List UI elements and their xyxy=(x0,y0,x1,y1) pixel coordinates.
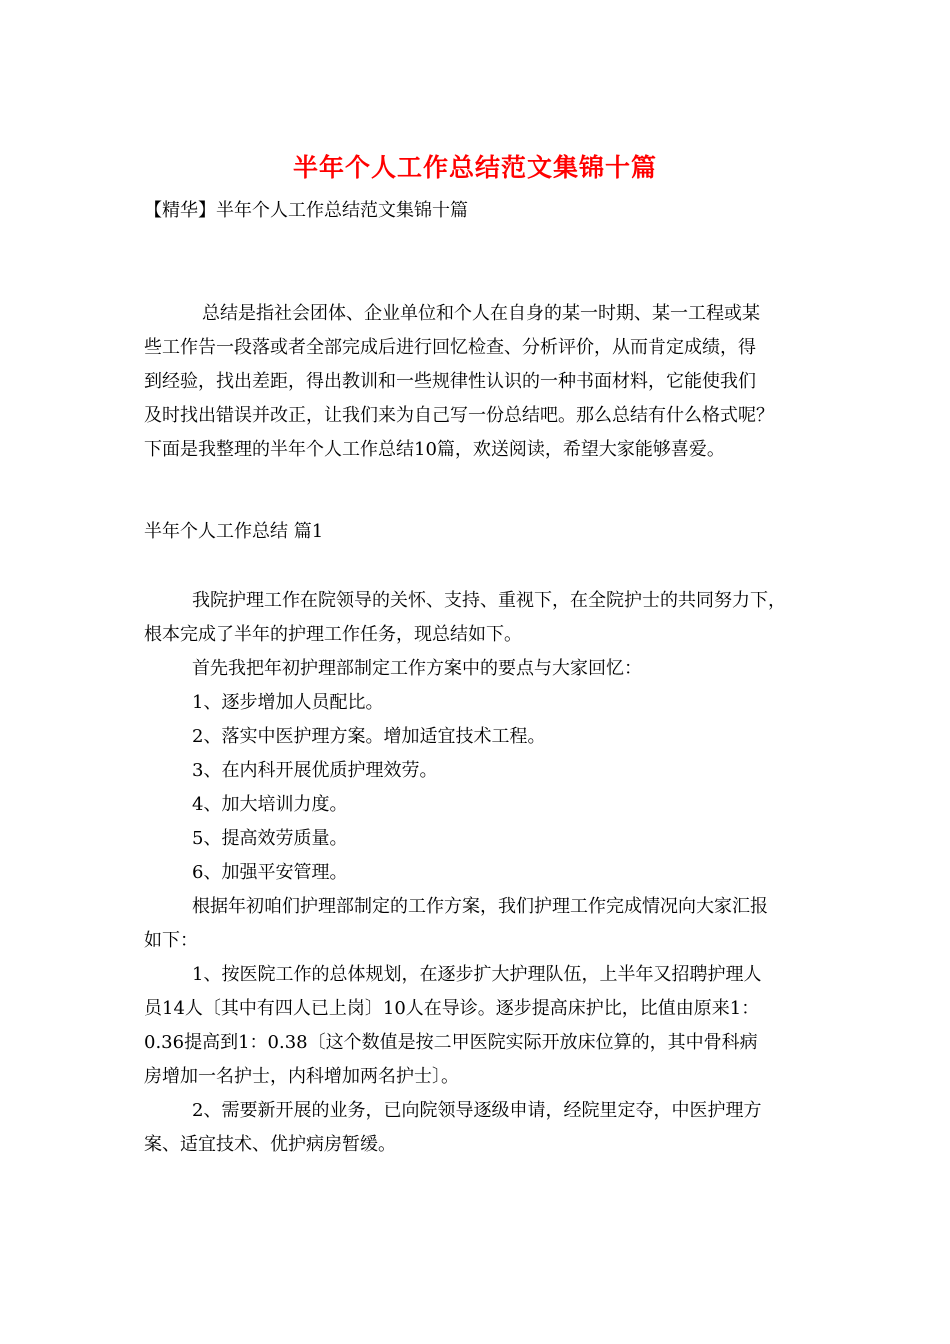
paragraph-line: 下面是我整理的半年个人工作总结10篇，欢送阅读，希望大家能够喜爱。 xyxy=(144,439,725,460)
document-title: 半年个人工作总结范文集锦十篇 xyxy=(292,153,657,182)
paragraph-line: 0.36提高到1：0.38〔这个数值是按二甲医院实际开放床位算的，其中骨科病 xyxy=(144,1032,758,1053)
paragraph-line: 员14人〔其中有四人已上岗〕10人在导诊。逐步提高床护比，比值由原来1： xyxy=(144,998,760,1019)
list-item: 4、加大培训力度。 xyxy=(192,794,348,815)
paragraph-line: 根据年初咱们护理部制定的工作方案，我们护理工作完成情况向大家汇报 xyxy=(192,896,768,917)
list-item: 6、加强平安管理。 xyxy=(192,862,348,883)
document-subtitle: 【精华】半年个人工作总结范文集锦十篇 xyxy=(144,200,468,221)
section-heading: 半年个人工作总结 篇1 xyxy=(144,521,324,542)
paragraph-line: 到经验，找出差距，得出教训和一些规律性认识的一种书面材料，它能使我们 xyxy=(144,371,756,392)
paragraph-line: 房增加一名护士，内科增加两名护士〕。 xyxy=(144,1066,459,1087)
section-body xyxy=(144,584,814,1162)
paragraph-line: 我院护理工作在院领导的关怀、支持、重视下，在全院护士的共同努力下， xyxy=(192,590,786,611)
paragraph-line: 总结是指社会团体、企业单位和个人在自身的某一时期、某一工程或某 xyxy=(202,303,760,324)
paragraph-line: 首先我把年初护理部制定工作方案中的要点与大家回忆： xyxy=(192,658,642,679)
paragraph-line: 根本完成了半年的护理工作任务，现总结如下。 xyxy=(144,624,522,645)
list-item: 2、落实中医护理方案。增加适宜技术工程。 xyxy=(192,726,546,747)
paragraph-line: 及时找出错误并改正，让我们来为自己写一份总结吧。那么总结有什么格式呢？ xyxy=(144,405,774,426)
list-item: 3、在内科开展优质护理效劳。 xyxy=(192,760,438,781)
paragraph-line: 些工作告一段落或者全部完成后进行回忆检查、分析评价，从而肯定成绩，得 xyxy=(144,337,756,358)
paragraph-line: 1、按医院工作的总体规划，在逐步扩大护理队伍，上半年又招聘护理人 xyxy=(192,964,762,985)
paragraph-line: 2、需要新开展的业务，已向院领导逐级申请，经院里定夺，中医护理方 xyxy=(192,1100,762,1121)
paragraph-line: 如下： xyxy=(144,930,198,951)
paragraph-line: 案、适宜技术、优护病房暂缓。 xyxy=(144,1134,396,1155)
list-item: 1、逐步增加人员配比。 xyxy=(192,692,384,713)
list-item: 5、提高效劳质量。 xyxy=(192,828,348,849)
intro-paragraph xyxy=(144,297,804,467)
